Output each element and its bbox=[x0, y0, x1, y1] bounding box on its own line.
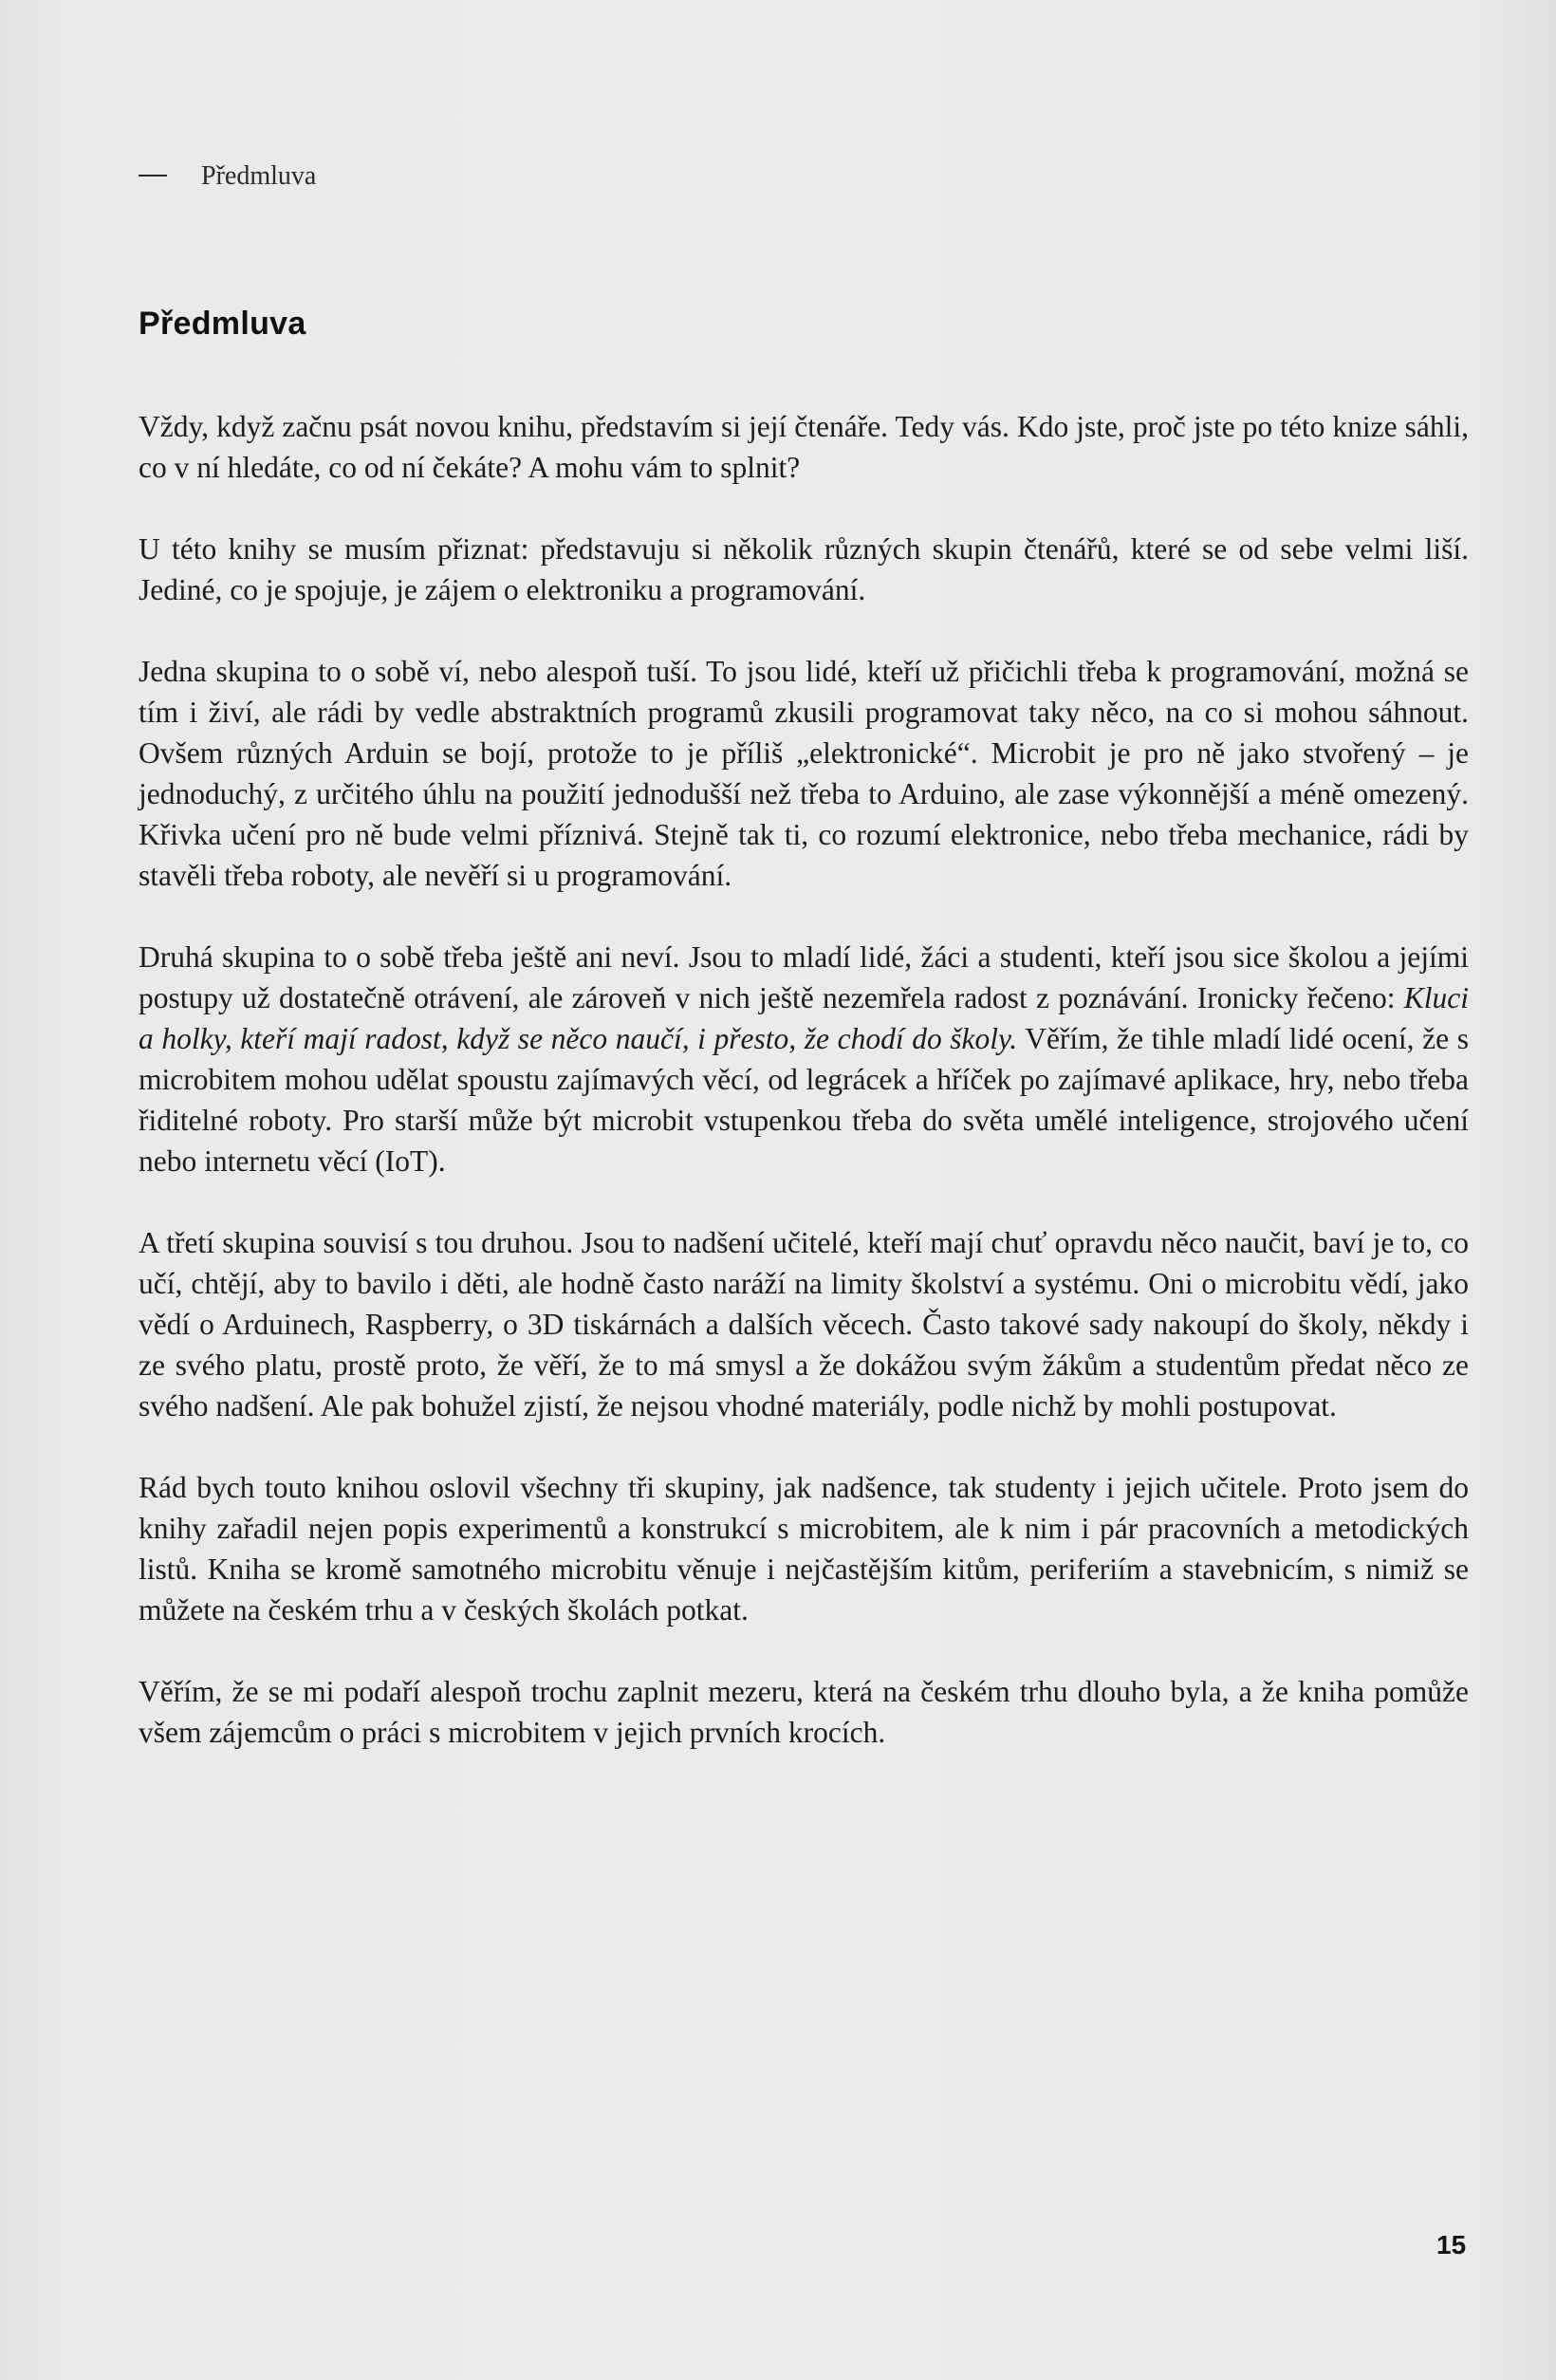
body-text bbox=[139, 406, 1469, 1794]
paragraph: Jedna skupina to o sobě ví, nebo alespoň tuší. To jsou lidé, kteří už přičichli třeba k programování, možná se tím i živí, ale rádi by vedle abstraktních programů zkusili programovat taky něco, na co si mohou sáhnout. Ovšem různých Arduin se bojí, protože to je příliš „elektronické“. Microbit je pro ně jako stvořený – je jednoduchý, z určitého úhlu na použití jednodušší než třeba to Arduino, ale zase výkonnější a méně omezený. Křivka učení pro ně bude velmi příznivá. Stejně tak ti, co rozumí elektronice, nebo třeba mechanice, rádi by stavěli třeba roboty, ale nevěří si u programování. bbox=[139, 655, 1469, 892]
paragraph: Rád bych touto knihou oslovil všechny tři skupiny, jak nadšence, tak studenty i jejich učitele. Proto jsem do knihy zařadil nejen popis experimentů a konstrukcí s microbitem, ale k nim i pár pracovních a metodických listů. Kniha se kromě samotného microbitu věnuje i nejčastějším kitům, periferiím a stavebnicím, s nimiž se můžete na českém trhu a v českých školách potkat. bbox=[139, 1471, 1469, 1627]
paragraph bbox=[139, 937, 1469, 1181]
chapter-title: Předmluva bbox=[139, 306, 306, 342]
paragraph-text-before: Druhá skupina to o sobě třeba ještě ani neví. Jsou to mladí lidé, žáci a studenti, kteří jsou sice školou a jejími postupy už dostatečně otrávení, ale zároveň v nich ještě nezemřela radost z poznávání. Ironicky řečeno: bbox=[139, 940, 1469, 1014]
paragraph: A třetí skupina souvisí s tou druhou. Jsou to nadšení učitelé, kteří mají chuť opravdu něco naučit, baví je to, co učí, chtějí, aby to bavilo i děti, ale hodně často naráží na limity školství a systému. Oni o microbitu vědí, jako vědí o Arduinech, Raspberry, o 3D tiskárnách a dalších věcech. Často takové sady nakoupí do školy, někdy i ze svého platu, prostě proto, že věří, že to má smysl a že dokážou svým žákům a studentům předat něco ze svého nadšení. Ale pak bohužel zjistí, že nejsou vhodné materiály, podle nichž by mohli postupovat. bbox=[139, 1226, 1469, 1422]
italic-quote: Kluci a holky, kteří mají radost, když se něco naučí, i přesto, že chodí do školy. bbox=[139, 981, 1469, 1055]
running-head-label: Předmluva bbox=[201, 161, 317, 191]
paragraph-text-after: Věřím, že tihle mladí lidé ocení, že s microbitem mohou udělat spoustu zajímavých věcí, od legrácek a hříček po zajímavé aplikace, hry, nebo třeba řiditelné roboty. Pro starší může být microbit vstupenkou třeba do světa umělé inteligence, strojového učení nebo internetu věcí (IoT). bbox=[139, 1022, 1469, 1178]
em-dash-rule bbox=[139, 175, 167, 177]
paragraph: U této knihy se musím přiznat: představuju si několik různých skupin čtenářů, které se od sebe velmi liší. Jediné, co je spojuje, je zájem o elektroniku a programování. bbox=[139, 532, 1469, 606]
page-number: 15 bbox=[1436, 2230, 1467, 2259]
running-head bbox=[139, 161, 316, 192]
paragraph: Věřím, že se mi podaří alespoň trochu zaplnit mezeru, která na českém trhu dlouho byla, a že kniha pomůže všem zájemcům o práci s microbitem v jejich prvních krocích. bbox=[139, 1675, 1469, 1749]
paragraph: Vždy, když začnu psát novou knihu, představím si její čtenáře. Tedy vás. Kdo jste, proč jste po této knize sáhli, co v ní hledáte, co od ní čekáte? A mohu vám to splnit? bbox=[139, 410, 1469, 484]
